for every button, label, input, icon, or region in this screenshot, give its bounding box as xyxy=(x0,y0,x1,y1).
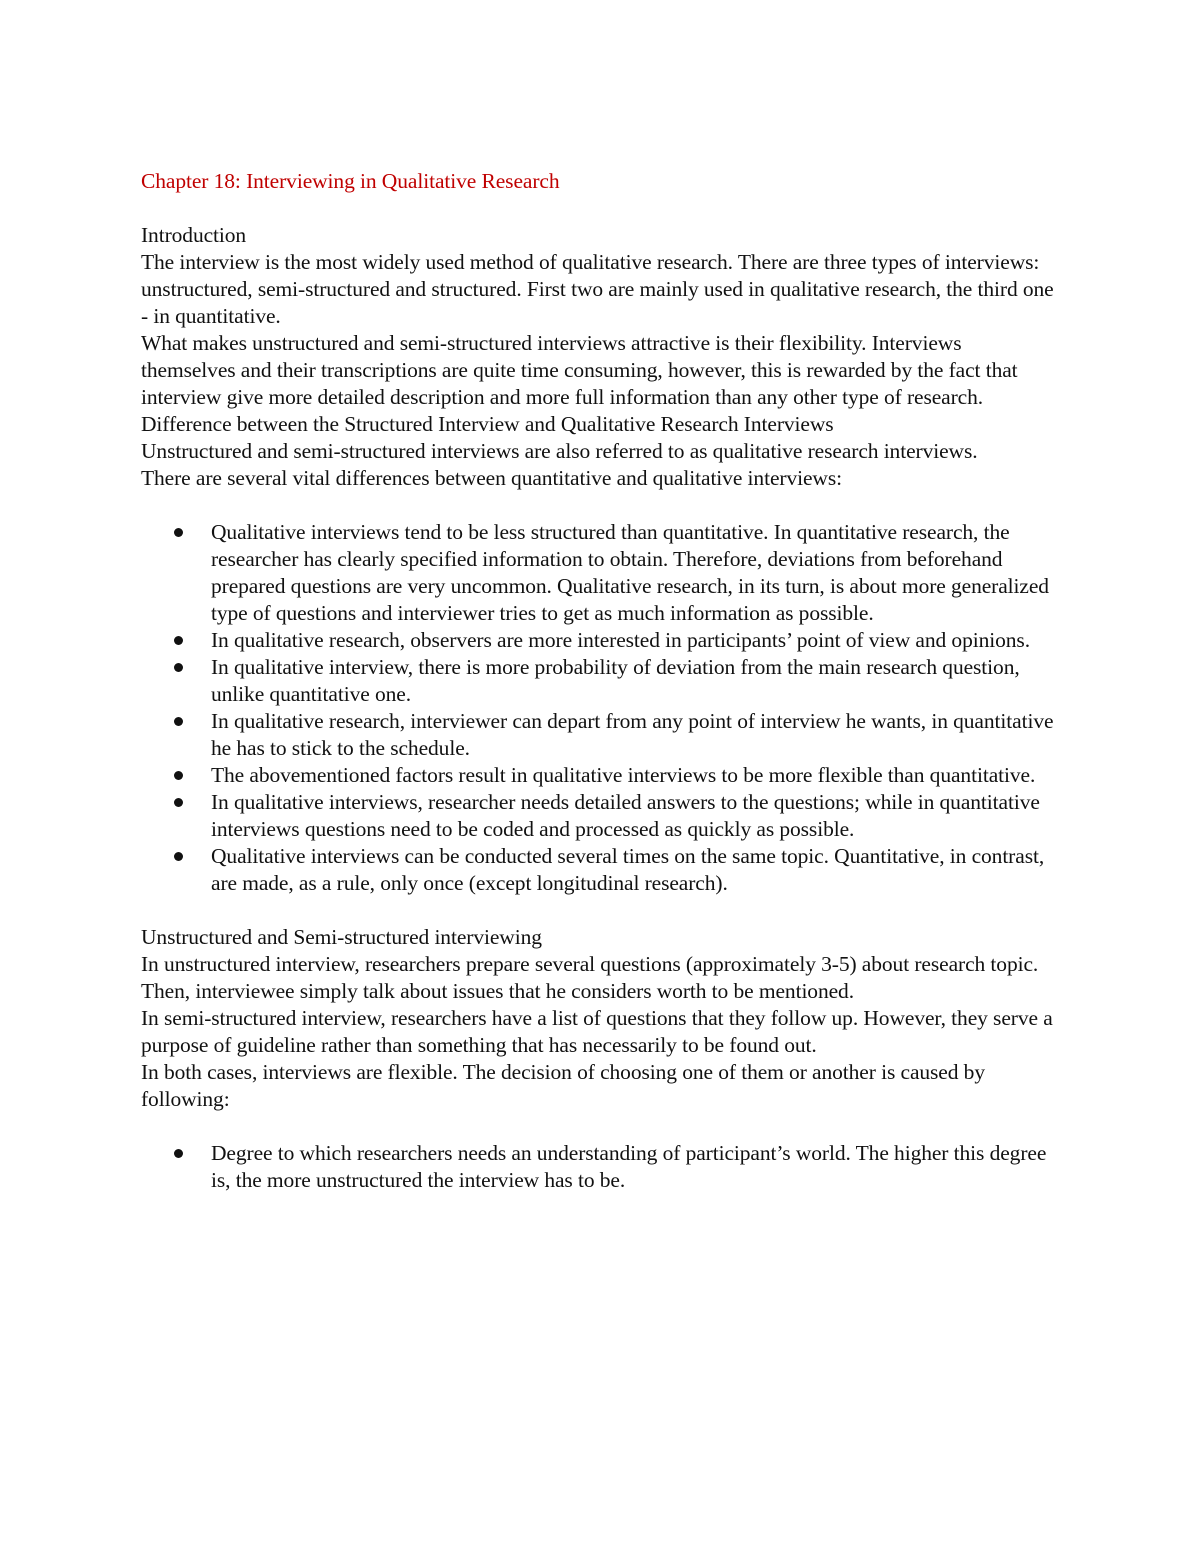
paragraph-unstructured: In unstructured interview, researchers prepare several questions (approximately 3-5) about research topic. Then, interviewee simply talk about issues that he considers worth to be mentioned. xyxy=(141,952,1039,1003)
list-item-text: Qualitative interviews tend to be less structured than quantitative. In quantitative research, the researcher has clearly specified information to obtain. Therefore, deviations from beforehand prepared questions are very uncommon. Qualitative research, in its turn, is about more generalized type of questions and interviewer tries to get as much information as possible. xyxy=(211,520,1049,625)
list-item xyxy=(141,654,1061,708)
paragraph-differences-lead: There are several vital differences between quantitative and qualitative interviews: xyxy=(141,466,842,490)
list-item-text: In qualitative interviews, researcher needs detailed answers to the questions; while in quantitative interviews questions need to be coded and processed as quickly as possible. xyxy=(211,790,1040,841)
factors-list xyxy=(141,1140,1061,1194)
list-item xyxy=(141,1140,1061,1194)
list-item xyxy=(141,708,1061,762)
list-item-text: Degree to which researchers needs an understanding of participant’s world. The higher this degree is, the more unstructured the interview has to be. xyxy=(211,1141,1047,1192)
list-item-text: In qualitative interview, there is more probability of deviation from the main research question, unlike quantitative one. xyxy=(211,655,1020,706)
list-item xyxy=(141,843,1061,897)
chapter-title: Chapter 18: Interviewing in Qualitative Research xyxy=(141,169,560,193)
list-item xyxy=(141,762,1061,789)
list-item-text: In qualitative research, interviewer can depart from any point of interview he wants, in quantitative he has to stick to the schedule. xyxy=(211,709,1054,760)
bullet-icon xyxy=(174,852,183,861)
differences-list xyxy=(141,519,1061,897)
bullet-icon xyxy=(174,636,183,645)
list-item xyxy=(141,789,1061,843)
bullet-icon xyxy=(174,1149,183,1158)
list-item-text: In qualitative research, observers are more interested in participants’ point of view and opinions. xyxy=(211,628,1030,652)
list-item-text: The abovementioned factors result in qualitative interviews to be more flexible than quantitative. xyxy=(211,763,1036,787)
bullet-icon xyxy=(174,717,183,726)
heading-difference: Difference between the Structured Interview and Qualitative Research Interviews xyxy=(141,412,834,436)
list-item xyxy=(141,627,1061,654)
bullet-icon xyxy=(174,771,183,780)
paragraph-intro-types: The interview is the most widely used method of qualitative research. There are three types of interviews: unstructured, semi-structured and structured. First two are mainly used in qualitative research, the third one - in quantitative. xyxy=(141,250,1054,328)
bullet-icon xyxy=(174,798,183,807)
paragraph-referred: Unstructured and semi-structured interviews are also referred to as qualitative research interviews. xyxy=(141,439,978,463)
bullet-icon xyxy=(174,528,183,537)
document-page xyxy=(141,168,1061,1221)
bullet-icon xyxy=(174,663,183,672)
list-item xyxy=(141,519,1061,627)
paragraph-semi-structured: In semi-structured interview, researchers have a list of questions that they follow up. However, they serve a purpose of guideline rather than something that has necessarily to be found out. xyxy=(141,1006,1053,1057)
heading-introduction: Introduction xyxy=(141,223,247,247)
paragraph-intro-flexibility: What makes unstructured and semi-structured interviews attractive is their flexibility. Interviews themselves and their transcriptions are quite time consuming, however, this is rewarded by the fact that interview give more detailed description and more full information than any other type of research. xyxy=(141,331,1018,409)
heading-unstructured: Unstructured and Semi-structured interviewing xyxy=(141,925,542,949)
list-item-text: Qualitative interviews can be conducted several times on the same topic. Quantitative, in contrast, are made, as a rule, only once (except longitudinal research). xyxy=(211,844,1045,895)
paragraph-both-cases: In both cases, interviews are flexible. The decision of choosing one of them or another is caused by following: xyxy=(141,1060,985,1111)
